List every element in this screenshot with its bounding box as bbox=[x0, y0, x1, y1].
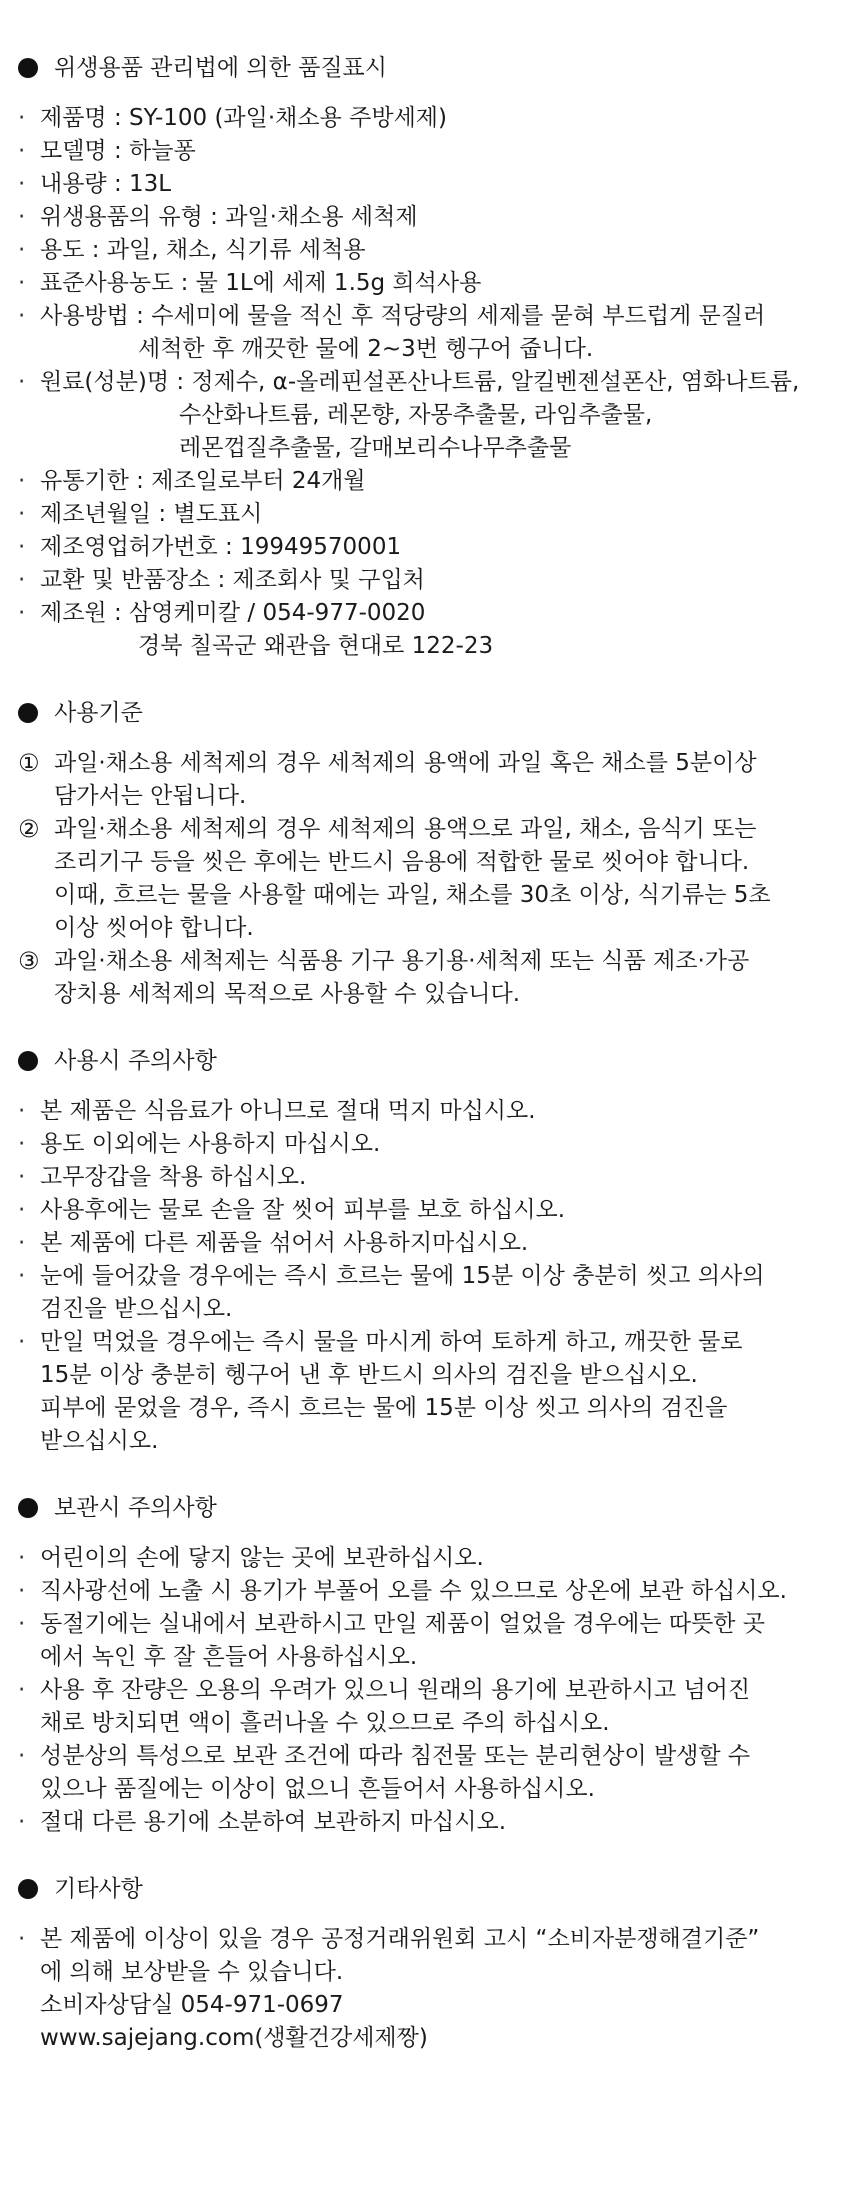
list-item: · 본 제품은 식음료가 아니므로 절대 먹지 마십시오. bbox=[18, 1098, 536, 1124]
section-storage-caution bbox=[0, 1488, 860, 1839]
section-title bbox=[18, 1488, 860, 1528]
customer-center-phone: 소비자상담실 054-971-0697 bbox=[40, 1992, 344, 2018]
storage-caution-list bbox=[0, 1542, 860, 1839]
section-usage-caution bbox=[0, 1041, 860, 1458]
list-item: · 사용 후 잔량은 오용의 우려가 있으니 원래의 용기에 보관하시고 넘어진 채로 방치되면 액이 흘러나올 수 있으므로 주의 하십시오. bbox=[18, 1677, 751, 1736]
section-title-text: 보관시 주의사항 bbox=[54, 1495, 217, 1521]
section-usage-standard bbox=[0, 693, 860, 1011]
bullet-dot-icon bbox=[18, 1879, 38, 1899]
circled-number-1: ① bbox=[18, 749, 40, 777]
circled-number-2: ② bbox=[18, 815, 40, 843]
list-item: · 본 제품에 다른 제품을 섞어서 사용하지마십시오. bbox=[18, 1230, 529, 1256]
section-title-text: 기타사항 bbox=[54, 1876, 143, 1902]
quality-list bbox=[0, 102, 860, 663]
list-item: · 모델명 : 하늘퐁 bbox=[18, 138, 196, 164]
list-item: ③ 과일·채소용 세척제는 식품용 기구 용기용·세척제 또는 식품 제조·가공 장치용 세척제의 목적으로 사용할 수 있습니다. bbox=[18, 945, 860, 1011]
section-title-text: 위생용품 관리법에 의한 품질표시 bbox=[54, 55, 387, 81]
list-item: · 어린이의 손에 닿지 않는 곳에 보관하십시오. bbox=[18, 1545, 484, 1571]
list-item: · 유통기한 : 제조일로부터 24개월 bbox=[18, 468, 366, 494]
list-item: · 눈에 들어갔을 경우에는 즉시 흐르는 물에 15분 이상 충분히 씻고 의사의 검진을 받으십시오. bbox=[18, 1263, 765, 1322]
circled-number-3: ③ bbox=[18, 947, 40, 975]
list-item: · 위생용품의 유형 : 과일·채소용 세척제 bbox=[18, 204, 418, 230]
bullet-dot-icon bbox=[18, 58, 38, 78]
other-list bbox=[0, 1923, 860, 2055]
list-item: · 용도 이외에는 사용하지 마십시오. bbox=[18, 1131, 381, 1157]
list-item: · 제조원 : 삼영케미칼 / 054-977-0020 경북 칠곡군 왜관읍 현대로 122-23 bbox=[18, 600, 494, 659]
list-item: · 제조영업허가번호 : 19949570001 bbox=[18, 534, 402, 560]
list-item: · 용도 : 과일, 채소, 식기류 세척용 bbox=[18, 237, 366, 263]
list-item: · 사용방법 : 수세미에 물을 적신 후 적당량의 세제를 묻혀 부드럽게 문질러 세척한 후 깨끗한 물에 2~3번 헹구어 줍니다. bbox=[18, 303, 766, 362]
section-title bbox=[18, 48, 860, 88]
list-item: · 제조년월일 : 별도표시 bbox=[18, 501, 263, 527]
bullet-dot-icon bbox=[18, 1051, 38, 1071]
website-link[interactable]: www.sajejang.com(생활건강세제짱) bbox=[40, 2025, 428, 2051]
section-quality-label bbox=[0, 48, 860, 663]
section-title-text: 사용기준 bbox=[54, 700, 143, 726]
section-other bbox=[0, 1869, 860, 2055]
list-item: · 고무장갑을 착용 하십시오. bbox=[18, 1164, 307, 1190]
list-item: · 내용량 : 13L bbox=[18, 171, 172, 197]
list-item: · 동절기에는 실내에서 보관하시고 만일 제품이 얼었을 경우에는 따뜻한 곳 에서 녹인 후 잘 흔들어 사용하십시오. bbox=[18, 1611, 766, 1670]
list-item: · 직사광선에 노출 시 용기가 부풀어 오를 수 있으므로 상온에 보관 하십시오. bbox=[18, 1578, 787, 1604]
usage-standard-list bbox=[0, 747, 860, 1011]
bullet-dot-icon bbox=[18, 1498, 38, 1518]
section-title bbox=[18, 693, 860, 733]
list-item: · 원료(성분)명 : 정제수, α-올레핀설폰산나트륨, 알킬벤젠설폰산, 염화나트륨, 수산화나트륨, 레몬향, 자몽추출물, 라임추출물, 레몬껍질추출물, 갈매보리수나무추출물 bbox=[18, 369, 800, 461]
list-item: · 사용후에는 물로 손을 잘 씻어 피부를 보호 하십시오. bbox=[18, 1197, 566, 1223]
section-title bbox=[18, 1869, 860, 1909]
bullet-dot-icon bbox=[18, 703, 38, 723]
list-item: · 만일 먹었을 경우에는 즉시 물을 마시게 하여 토하게 하고, 깨끗한 물로 15분 이상 충분히 헹구어 낸 후 반드시 의사의 검진을 받으십시오. 피부에 묻었을 경우, 즉시 흐르는 물에 15분 이상 씻고 의사의 검진을 받으십시오. bbox=[18, 1329, 743, 1454]
list-item: · 교환 및 반품장소 : 제조회사 및 구입처 bbox=[18, 567, 425, 593]
section-title bbox=[18, 1041, 860, 1081]
list-item: · 본 제품에 이상이 있을 경우 공정거래위원회 고시 “소비자분쟁해결기준” 에 의해 보상받을 수 있습니다. 소비자상담실 054-971-0697 www.sajejang.com(생활건강세제짱) bbox=[18, 1923, 860, 2055]
list-item: · 표준사용농도 : 물 1L에 세제 1.5g 희석사용 bbox=[18, 270, 482, 296]
list-item: · 절대 다른 용기에 소분하여 보관하지 마십시오. bbox=[18, 1809, 507, 1835]
list-item: ① 과일·채소용 세척제의 경우 세척제의 용액에 과일 혹은 채소를 5분이상 담가서는 안됩니다. bbox=[18, 747, 860, 813]
usage-caution-list bbox=[0, 1095, 860, 1458]
list-item: · 제품명 : SY-100 (과일·채소용 주방세제) bbox=[18, 105, 447, 131]
list-item: ② 과일·채소용 세척제의 경우 세척제의 용액으로 과일, 채소, 음식기 또는 조리기구 등을 씻은 후에는 반드시 음용에 적합한 물로 씻어야 합니다. 이때, 흐르는 물을 사용할 때에는 과일, 채소를 30초 이상, 식기류는 5초 이상 씻어야 합니다. bbox=[18, 813, 860, 945]
list-item: · 성분상의 특성으로 보관 조건에 따라 침전물 또는 분리현상이 발생할 수 있으나 품질에는 이상이 없으니 흔들어서 사용하십시오. bbox=[18, 1743, 751, 1802]
section-title-text: 사용시 주의사항 bbox=[54, 1048, 217, 1074]
